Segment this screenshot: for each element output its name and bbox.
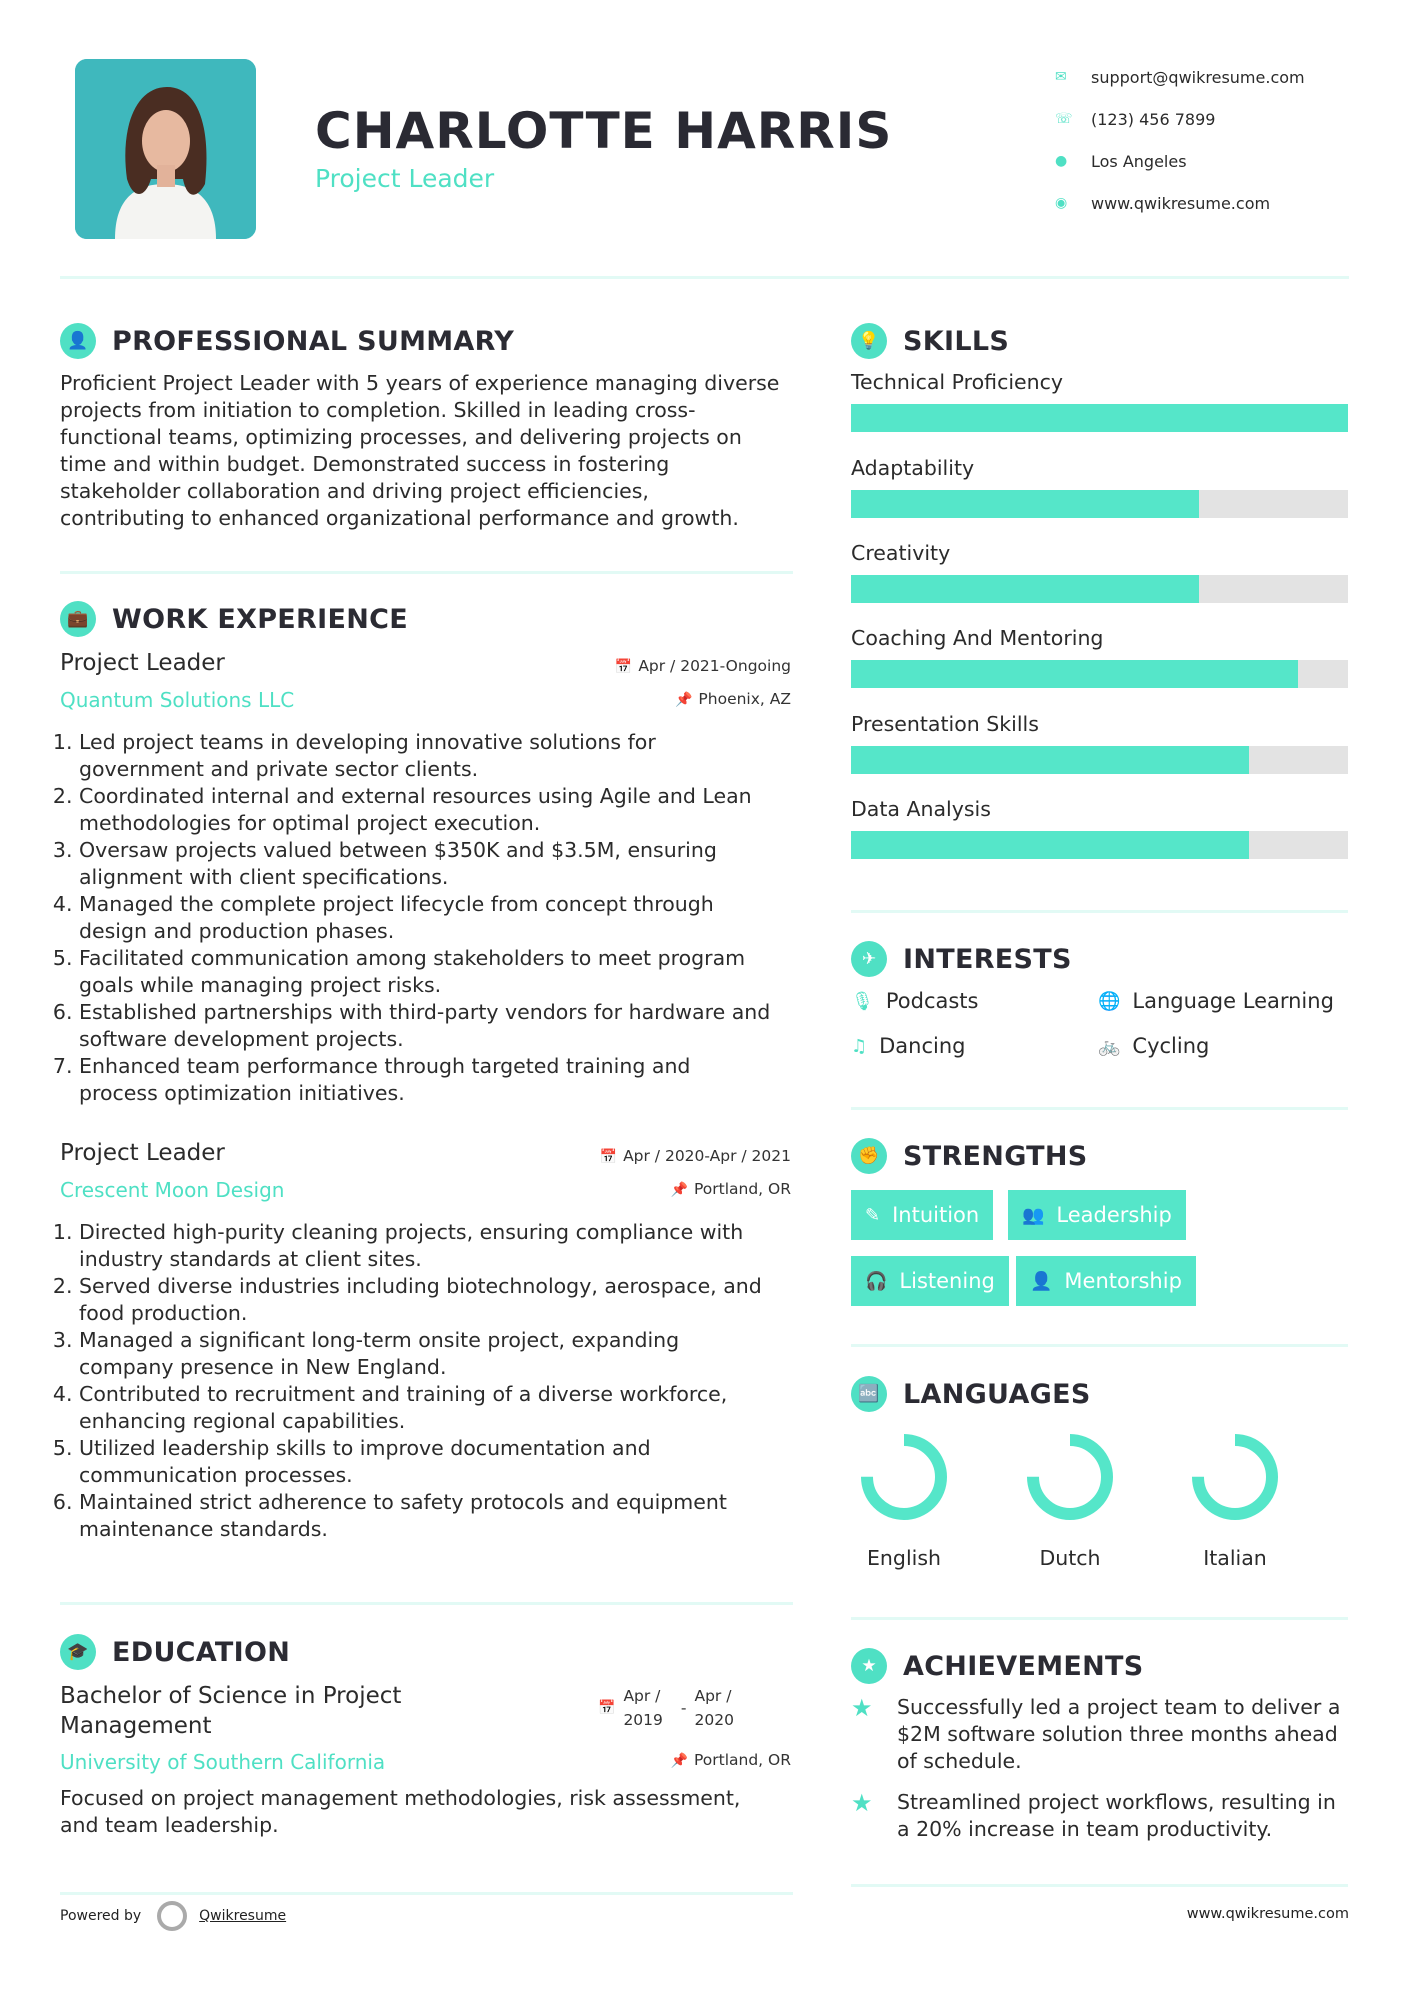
- list-item: 6. Established partnerships with third-party vendors for hardware and software development projects.: [79, 999, 800, 1053]
- achievements-heading: ★ ACHIEVEMENTS: [851, 1648, 1144, 1684]
- education-dates: 📅 Apr / 2019 - Apr / 2020: [598, 1687, 734, 1729]
- interest-dancing: ♫ Dancing: [851, 1034, 966, 1058]
- qwikresume-logo-icon: [157, 1901, 187, 1931]
- headphones-icon: 🎧: [865, 1270, 888, 1292]
- skill-bar-fill: [851, 831, 1249, 859]
- list-item: 6. Maintained strict adherence to safety protocols and equipment maintenance standards.: [79, 1489, 800, 1543]
- star-icon: ★: [851, 1789, 873, 1817]
- list-item: 4. Contributed to recruitment and training of a diverse workforce, enhancing regional capabilities.: [79, 1381, 800, 1435]
- language-italian: Italian: [1180, 1432, 1290, 1570]
- list-item: 2. Coordinated internal and external resources using Agile and Lean methodologies for optimal project execution.: [79, 783, 800, 837]
- skill-technical-proficiency: Technical Proficiency: [851, 368, 1348, 432]
- achievements-divider: [851, 1884, 1348, 1887]
- interest-cycling: 🚲 Cycling: [1098, 1034, 1210, 1058]
- interests-divider: [851, 1107, 1348, 1110]
- list-item: 3. Oversaw projects valued between $350K and $3.5M, ensuring alignment with client specifications.: [79, 837, 800, 891]
- job-1-title: Project Leader: [60, 650, 225, 676]
- candidate-name: CHARLOTTE HARRIS: [315, 102, 893, 160]
- job-2-location: 📌 Portland, OR: [670, 1180, 791, 1198]
- calendar-icon: 📅: [614, 659, 633, 675]
- globe-icon: 🌐: [1098, 990, 1121, 1012]
- envelope-icon: ✉: [1055, 69, 1067, 85]
- contact-website[interactable]: ◉ www.qwikresume.com: [1055, 193, 1271, 213]
- skill-adaptability: Adaptability: [851, 454, 1348, 518]
- paper-plane-icon: ✈: [851, 941, 887, 977]
- skill-bar-fill: [851, 575, 1199, 603]
- strengths-heading: ✊ STRENGTHS: [851, 1138, 1088, 1174]
- list-item: 1. Led project teams in developing innovative solutions for government and private sector clients.: [79, 729, 800, 783]
- work-heading: 💼 WORK EXPERIENCE: [60, 601, 408, 637]
- strength-intuition: ✎ Intuition: [851, 1190, 993, 1240]
- skill-bar: [851, 575, 1348, 603]
- education-location: 📌 Portland, OR: [670, 1751, 791, 1769]
- summary-divider: [60, 571, 793, 574]
- microphone-icon: 🎙: [851, 990, 874, 1012]
- music-note-icon: ♫: [851, 1035, 868, 1057]
- user-plus-icon: 👤: [1030, 1270, 1053, 1292]
- header-divider: [60, 276, 1349, 279]
- strength-mentorship: 👤 Mentorship: [1016, 1256, 1196, 1306]
- skills-divider: [851, 910, 1348, 913]
- list-item: 5. Utilized leadership skills to improve documentation and communication processes.: [79, 1435, 800, 1489]
- education-degree: Bachelor of Science in Project Management: [60, 1683, 402, 1739]
- skill-presentation-skills: Presentation Skills: [851, 710, 1348, 774]
- footer-powered-by: Powered by Qwikresume: [60, 1901, 286, 1931]
- bicycle-icon: 🚲: [1098, 1035, 1121, 1057]
- summary-text: Proficient Project Leader with 5 years of experience managing diverse projects from initiation to completion. Skilled in leading cross- functional teams, optimizing processes, and delivering projects on time and within budget. Demonstrated success in fostering stakeholder collaboration and driving project efficiencies, contributing to enhanced organizational performance and growth.: [60, 371, 780, 530]
- job-1-duties: [60, 729, 800, 1107]
- skill-bar-fill: [851, 746, 1249, 774]
- interest-language-learning: 🌐 Language Learning: [1098, 989, 1334, 1013]
- graduation-cap-icon: 🎓: [60, 1634, 96, 1670]
- strengths-divider: [851, 1344, 1348, 1347]
- language-dutch: Dutch: [1015, 1432, 1125, 1570]
- job-1-location: 📌 Phoenix, AZ: [674, 690, 791, 708]
- job-2-duties: [60, 1219, 800, 1543]
- star-icon: ★: [851, 1694, 873, 1722]
- calendar-icon: 📅: [599, 1149, 618, 1165]
- list-item: 7. Enhanced team performance through targeted training and process optimization initiatives.: [79, 1053, 800, 1107]
- skill-bar: [851, 490, 1348, 518]
- globe-icon: ◉: [1055, 195, 1068, 211]
- education-description: Focused on project management methodologies, risk assessment, and team leadership.: [60, 1786, 741, 1837]
- achievement-item: ★ Successfully led a project team to deliver a $2M software solution three months ahead of schedule.: [851, 1694, 1341, 1773]
- calendar-icon: 📅: [598, 1700, 616, 1716]
- languages-divider: [851, 1617, 1348, 1620]
- footer-brand-link[interactable]: Qwikresume: [199, 1908, 287, 1924]
- skill-data-analysis: Data Analysis: [851, 795, 1348, 859]
- job-1-company: Quantum Solutions LLC: [60, 688, 295, 712]
- user-icon: 👤: [60, 323, 96, 359]
- skill-bar: [851, 831, 1348, 859]
- education-heading: 🎓 EDUCATION: [60, 1634, 290, 1670]
- pin-icon: 📌: [674, 692, 693, 708]
- users-icon: 👥: [1022, 1204, 1045, 1226]
- footer-site-link[interactable]: www.qwikresume.com: [1186, 1906, 1349, 1922]
- skill-bar-fill: [851, 490, 1199, 518]
- job-2-title: Project Leader: [60, 1140, 225, 1166]
- pin-icon: 📌: [670, 1753, 688, 1769]
- skill-bar: [851, 404, 1348, 432]
- achievement-item: ★ Streamlined project workflows, resulting in a 20% increase in team productivity.: [851, 1789, 1336, 1841]
- summary-heading: 👤 PROFESSIONAL SUMMARY: [60, 323, 514, 359]
- fist-icon: ✊: [851, 1138, 887, 1174]
- list-item: 5. Facilitated communication among stakeholders to meet program goals while managing project risks.: [79, 945, 800, 999]
- list-item: 3. Managed a significant long-term onsite project, expanding company presence in New England.: [79, 1327, 800, 1381]
- wand-icon: ✎: [865, 1204, 881, 1226]
- list-item: 1. Directed high-purity cleaning projects, ensuring compliance with industry standards at client sites.: [79, 1219, 800, 1273]
- strength-listening: 🎧 Listening: [851, 1256, 1009, 1306]
- education-school: University of Southern California: [60, 1750, 386, 1774]
- skill-creativity: Creativity: [851, 539, 1348, 603]
- pin-icon: 📌: [670, 1182, 688, 1198]
- list-item: 2. Served diverse industries including biotechnology, aerospace, and food production.: [79, 1273, 800, 1327]
- interest-podcasts: 🎙 Podcasts: [851, 989, 979, 1013]
- skill-bar: [851, 746, 1348, 774]
- contact-location: ● Los Angeles: [1055, 151, 1187, 171]
- list-item: 4. Managed the complete project lifecycle from concept through design and production phases.: [79, 891, 800, 945]
- language-icon: 🔤: [851, 1376, 887, 1412]
- skill-bar-fill: [851, 660, 1298, 688]
- candidate-title: Project Leader: [315, 164, 495, 193]
- skills-heading: 💡 SKILLS: [851, 323, 1009, 359]
- skill-bar-fill: [851, 404, 1348, 432]
- skill-coaching-and-mentoring: Coaching And Mentoring: [851, 624, 1348, 688]
- contact-email[interactable]: ✉ support@qwikresume.com: [1055, 67, 1305, 87]
- contact-list: [1055, 56, 1385, 224]
- skill-bar: [851, 660, 1348, 688]
- phone-icon: ☏: [1055, 111, 1073, 127]
- job-1-dates: 📅 Apr / 2021-Ongoing: [614, 657, 791, 675]
- education-divider: [60, 1892, 793, 1895]
- work-divider: [60, 1602, 793, 1605]
- map-pin-icon: ●: [1055, 153, 1068, 169]
- interests-heading: ✈ INTERESTS: [851, 941, 1072, 977]
- contact-phone[interactable]: ☏ (123) 456 7899: [1055, 109, 1216, 129]
- job-2-dates: 📅 Apr / 2020-Apr / 2021: [599, 1147, 791, 1165]
- lightbulb-icon: 💡: [851, 323, 887, 359]
- language-english: English: [849, 1432, 959, 1570]
- strength-leadership: 👥 Leadership: [1008, 1190, 1186, 1240]
- profile-photo: [75, 59, 256, 239]
- briefcase-icon: 💼: [60, 601, 96, 637]
- badge-star-icon: ★: [851, 1648, 887, 1684]
- job-2-company: Crescent Moon Design: [60, 1178, 285, 1202]
- languages-heading: 🔤 LANGUAGES: [851, 1376, 1091, 1412]
